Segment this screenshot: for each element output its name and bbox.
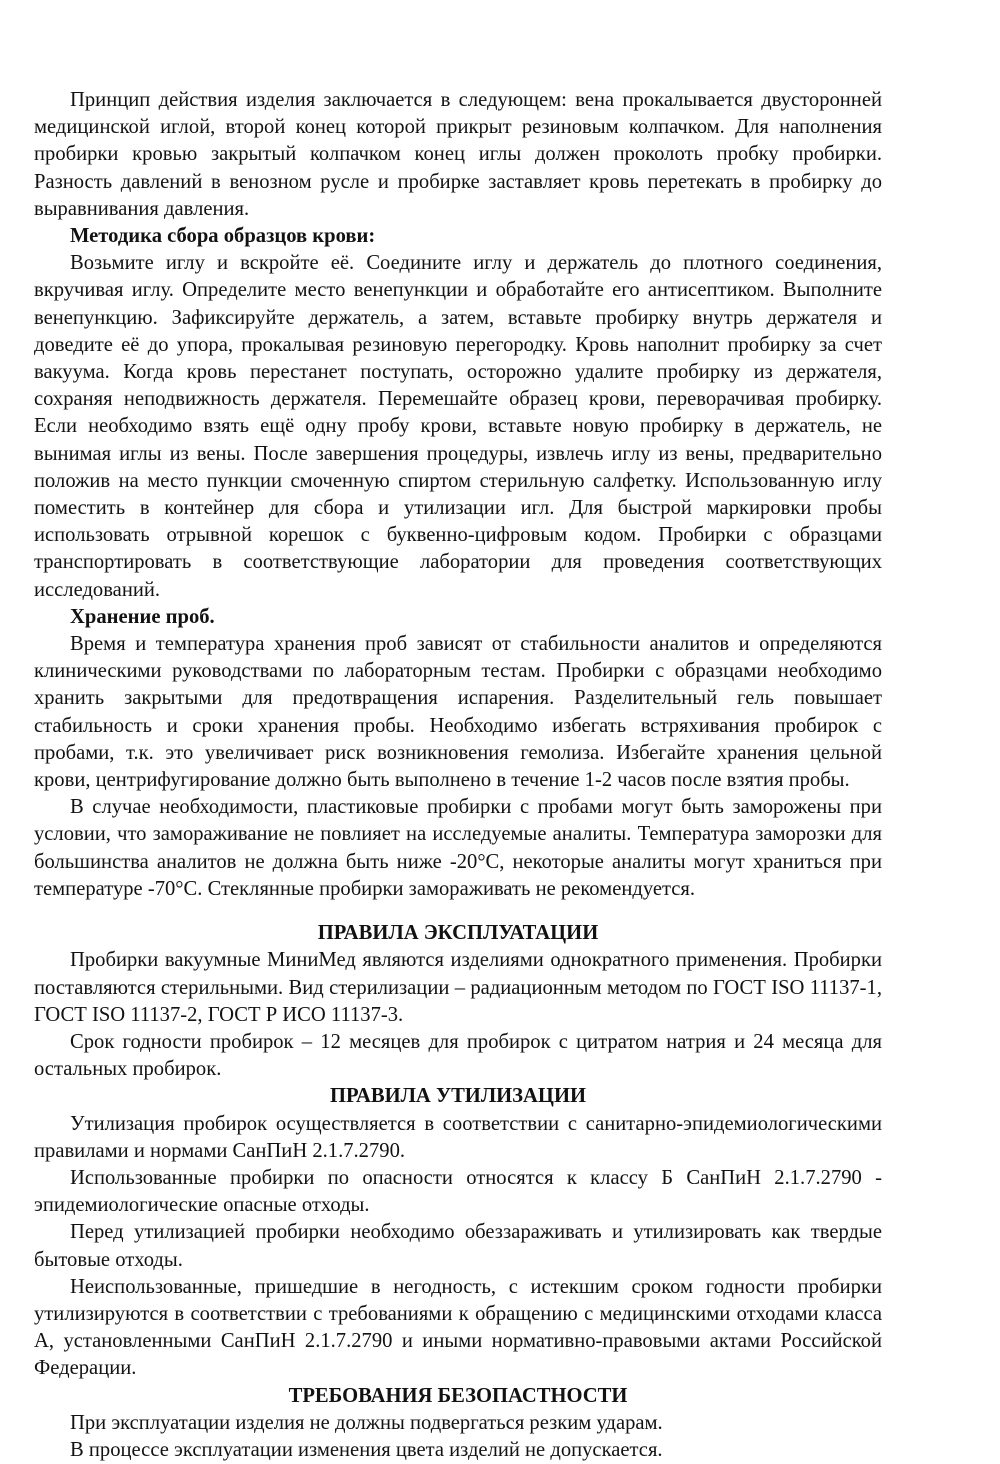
paragraph-storage-conditions: Время и температура хранения проб зависят от стабильности аналитов и определяются клиническими руководствами по лабораторным тестам. Пробирки с образцами необходимо хранить закрытыми для предотвращения испарения. Разделительный гель повышает стабильность и сроки хранения пробы. Необходимо избегать встряхивания пробирок с пробами, т.к. это увеличивает риск возникновения гемолиза. Избегайте хранения цельной крови, центрифугирование должно быть выполнено в течение 1-2 часов после взятия пробы. (34, 633, 882, 792)
paragraph-no-sharp-impacts: При эксплуатации изделия не должны подвергаться резким ударам. (70, 1411, 663, 1434)
heading-operating-rules: ПРАВИЛА ЭКСПЛУАТАЦИИ (317, 922, 599, 945)
paragraph-single-use-sterilization: Пробирки вакуумные МиниМед являются изделиями однократного применения. Пробирки поставляются стерильными. Вид стерилизации – радиационным методом по ГОСТ ISO 11137-1, ГОСТ ISO 11137-2, ГОСТ Р ИСО 11137-3. (34, 949, 882, 1026)
heading-disposal-rules: ПРАВИЛА УТИЛИЗАЦИИ (330, 1085, 586, 1108)
heading-blood-sample-collection: Методика сбора образцов крови: (70, 225, 376, 248)
heading-safety-requirements: ТРЕБОВАНИЯ БЕЗОПАСТНОСТИ (288, 1384, 628, 1407)
paragraph-collection-procedure: Возьмите иглу и вскройте её. Соедините иглу и держатель до плотного соединения, вкручивая иглу. Определите место венепункции и обработайте его антисептиком. Выполните венепункцию. Зафиксируйте держатель, а затем, вставьте пробирку внутрь держателя и доведите её до упора, прокалывая резиновую перегородку. Кровь наполнит пробирку за счет вакуума. Когда кровь перестанет поступать, осторожно удалите пробирку из держателя, сохраняя неподвижность держателя. Перемешайте образец крови, переворачивая пробирку. Если необходимо взять ещё одну пробу крови, вставьте новую пробирку в держатель, не вынимая иглы из вены. После завершения процедуры, извлечь иглу из вены, предварительно положив на место пункции смоченную спиртом стерильную салфетку. Использованную иглу поместить в контейнер для сбора и утилизации игл. Для быстрой маркировки пробы использовать отрывной корешок с буквенно-цифровым кодом. Пробирки с образцами транспортировать в соответствующие лаборатории для проведения соответствующих исследований. (34, 252, 882, 601)
paragraph-used-tubes-class-b: Использованные пробирки по опасности относятся к классу Б СанПиН 2.1.7.2790 - эпидемиологические опасные отходы. (34, 1166, 882, 1217)
paragraph-unused-tubes-class-a: Неиспользованные, пришедшие в негодность, с истекшим сроком годности пробирки утилизируются в соответствии с требованиями к обращению с медицинскими отходами класса А, установленными СанПиН 2.1.7.2790 и иными нормативно-правовыми актами Российской Федерации. (34, 1275, 882, 1380)
paragraph-disposal-sanpin: Утилизация пробирок осуществляется в соответствии с санитарно-эпидемиологическими правилами и нормами СанПиН 2.1.7.2790. (34, 1112, 882, 1162)
paragraph-operating-principle: Принцип действия изделия заключается в следующем: вена прокалывается двусторонней медицинской иглой, второй конец которой прикрыт резиновым колпачком. Для наполнения пробирки кровью закрытый колпачком конец иглы должен проколоть пробку пробирки. Разность давлений в венозном русле и пробирке заставляет кровь перетекать в пробирку до выравнивания давления. (34, 89, 882, 220)
paragraph-freezing-conditions: В случае необходимости, пластиковые пробирки с пробами могут быть заморожены при условии, что замораживание не повлияет на исследуемые аналиты. Температура заморозки для большинства аналитов не должна быть ниже -20°С, некоторые аналиты могут храниться при температуре -70°С. Стеклянные пробирки замораживать не рекомендуется. (34, 796, 882, 900)
heading-sample-storage: Хранение проб. (70, 605, 215, 628)
paragraph-shelf-life: Срок годности пробирок – 12 месяцев для пробирок с цитратом натрия и 24 месяца для остальных пробирок. (34, 1030, 882, 1081)
paragraph-decontamination: Перед утилизацией пробирки необходимо обеззараживать и утилизировать как твердые бытовые отходы. (34, 1221, 882, 1271)
paragraph-no-color-change: В процессе эксплуатации изменения цвета изделий не допускается. (70, 1438, 663, 1461)
